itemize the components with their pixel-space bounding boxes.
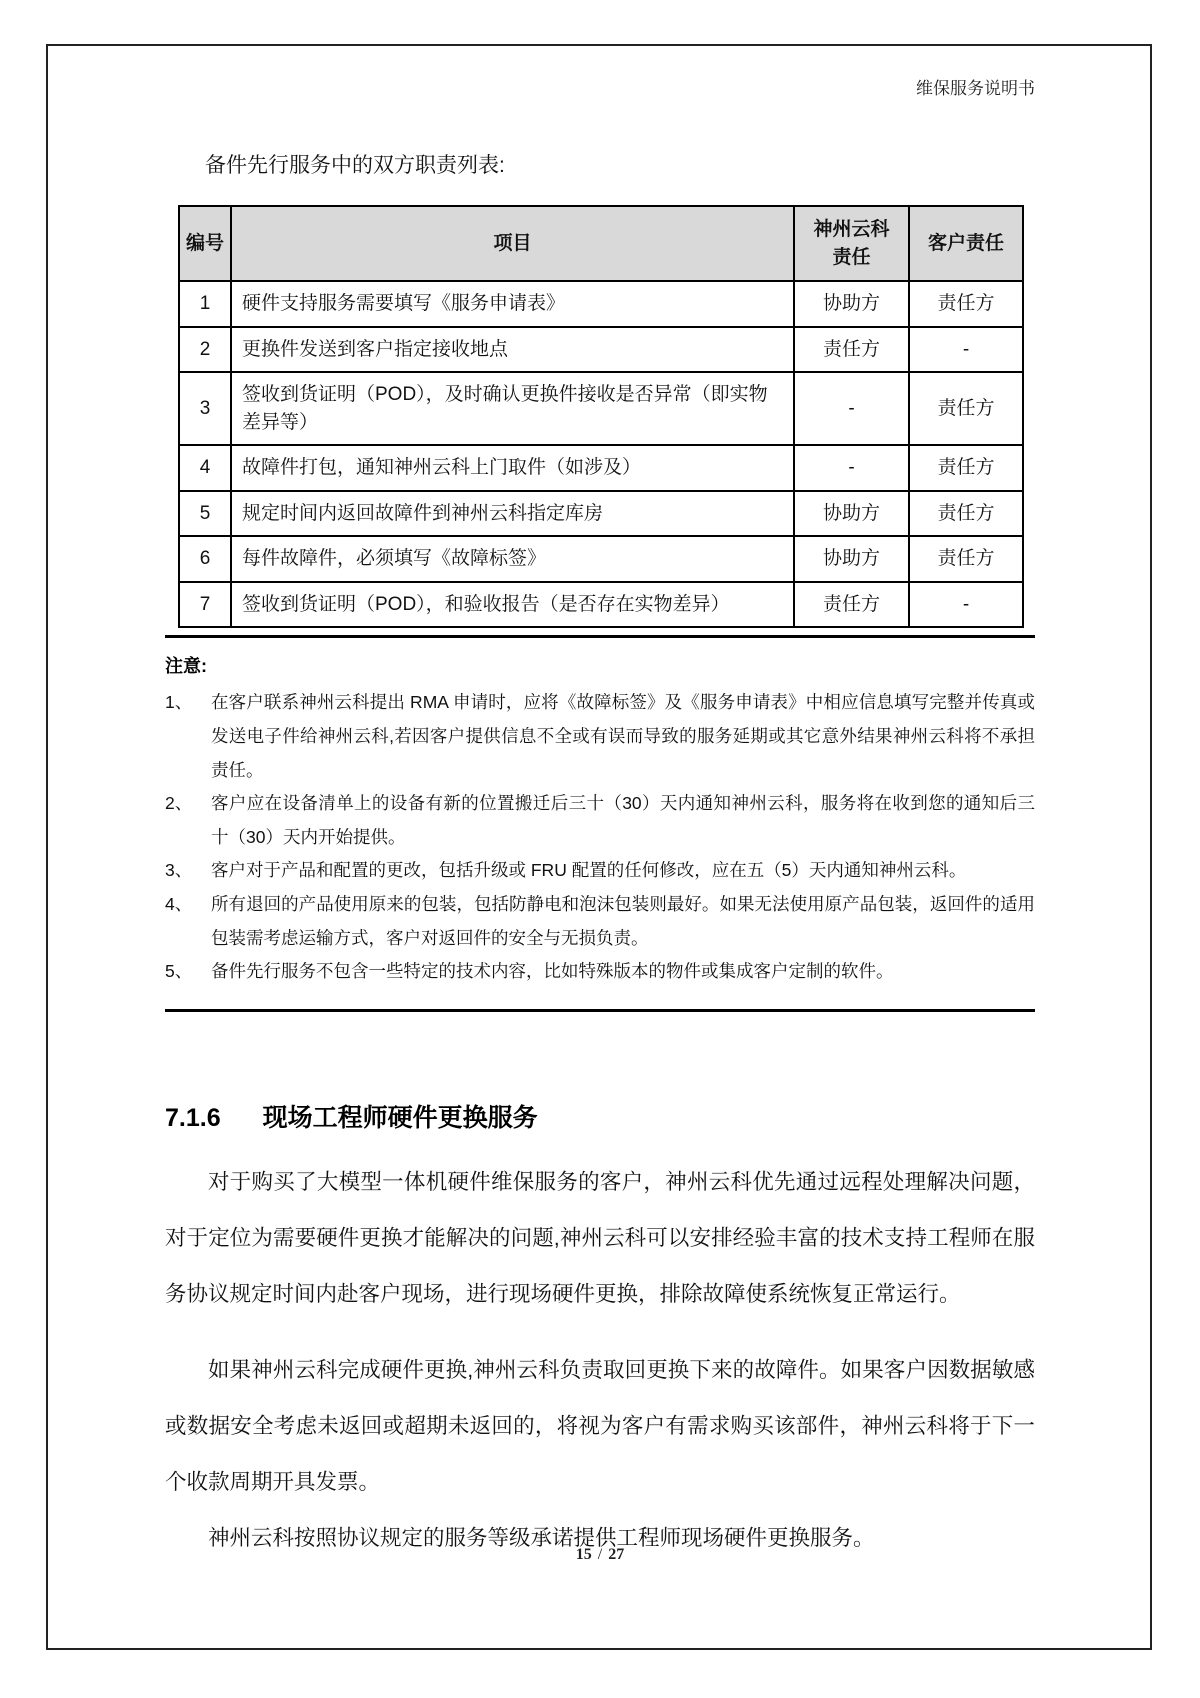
table-row xyxy=(179,281,1023,327)
note-item xyxy=(165,787,1035,854)
note-item xyxy=(165,955,1035,989)
note-text: 所有退回的产品使用原来的包装，包括防静电和泡沫包装则最好。如果无法使用原产品包装，返回件的适用包装需考虑运输方式，客户对返回件的安全与无损负责。 xyxy=(211,894,1035,948)
responsibility-table xyxy=(178,205,1024,628)
body-paragraph: 对于购买了大模型一体机硬件维保服务的客户，神州云科优先通过远程处理解决问题，对于定位为需要硬件更换才能解决的问题,神州云科可以安排经验丰富的技术支持工程师在服务协议规定时间内赴客户现场，进行现场硬件更换，排除故障使系统恢复正常运行。 xyxy=(165,1169,1035,1306)
resp-table-body xyxy=(179,281,1023,627)
table-row xyxy=(179,372,1023,445)
cell-number: 2 xyxy=(179,327,231,373)
cell-item-description: 签收到货证明（POD），和验收报告（是否存在实物差异） xyxy=(231,582,794,628)
note-number: 2、 xyxy=(165,793,193,814)
footer-page-number: 15 xyxy=(575,1546,592,1563)
cell-number: 3 xyxy=(179,372,231,445)
cell-customer-responsibility: 责任方 xyxy=(909,372,1023,445)
document-header-title: 维保服务说明书 xyxy=(916,79,1035,98)
cell-vendor-responsibility: 协助方 xyxy=(794,281,909,327)
table-row xyxy=(179,582,1023,628)
note-item xyxy=(165,888,1035,955)
header-customer-responsibility: 客户责任 xyxy=(909,206,1023,281)
cell-number: 5 xyxy=(179,491,231,537)
cell-customer-responsibility: 责任方 xyxy=(909,281,1023,327)
cell-item-description: 故障件打包，通知神州云科上门取件（如涉及） xyxy=(231,445,794,491)
cell-vendor-responsibility: 责任方 xyxy=(794,582,909,628)
cell-item-description: 更换件发送到客户指定接收地点 xyxy=(231,327,794,373)
section-title: 现场工程师硬件更换服务 xyxy=(262,1103,538,1132)
note-number: 4、 xyxy=(165,894,193,915)
section-heading xyxy=(165,1098,1035,1134)
cell-item-description: 硬件支持服务需要填写《服务申请表》 xyxy=(231,281,794,327)
cell-vendor-responsibility: - xyxy=(794,445,909,491)
cell-vendor-responsibility: 协助方 xyxy=(794,491,909,537)
note-text: 客户应在设备清单上的设备有新的位置搬迁后三十（30）天内通知神州云科，服务将在收到您的通知后三十（30）天内开始提供。 xyxy=(211,793,1035,847)
notes-list xyxy=(165,686,1035,988)
body-paragraph: 神州云科按照协议规定的服务等级承诺提供工程师现场硬件更换服务。 xyxy=(208,1526,875,1551)
note-text: 在客户联系神州云科提出 RMA 申请时，应将《故障标签》及《服务申请表》中相应信息填写完整并传真或发送电子件给神州云科,若因客户提供信息不全或有误而导致的服务延期或其它意外结果神州云科将不承担责任。 xyxy=(211,692,1035,780)
cell-customer-responsibility: - xyxy=(909,582,1023,628)
header-item: 项目 xyxy=(231,206,794,281)
cell-item-description: 规定时间内返回故障件到神州云科指定库房 xyxy=(231,491,794,537)
header-vendor-responsibility: 神州云科责任 xyxy=(794,206,909,281)
cell-customer-responsibility: 责任方 xyxy=(909,491,1023,537)
responsibility-table-header xyxy=(179,206,1023,281)
footer-separator: / xyxy=(597,1546,603,1563)
table-intro-text: 备件先行服务中的双方职责列表: xyxy=(205,154,505,177)
note-number: 1、 xyxy=(165,692,193,713)
note-item xyxy=(165,686,1035,787)
cell-number: 6 xyxy=(179,536,231,582)
cell-customer-responsibility: 责任方 xyxy=(909,445,1023,491)
section-number: 7.1.6 xyxy=(165,1103,221,1132)
cell-vendor-responsibility: 责任方 xyxy=(794,327,909,373)
footer-page-total: 27 xyxy=(608,1546,625,1563)
note-number: 5、 xyxy=(165,961,193,982)
cell-number: 7 xyxy=(179,582,231,628)
cell-number: 4 xyxy=(179,445,231,491)
horizontal-rule xyxy=(165,635,1035,638)
note-item xyxy=(165,854,1035,888)
note-text: 备件先行服务不包含一些特定的技术内容，比如特殊版本的物件或集成客户定制的软件。 xyxy=(211,961,894,982)
table-row xyxy=(179,445,1023,491)
table-row xyxy=(179,536,1023,582)
header-no: 编号 xyxy=(179,206,231,281)
cell-vendor-responsibility: - xyxy=(794,372,909,445)
cell-item-description: 每件故障件，必须填写《故障标签》 xyxy=(231,536,794,582)
cell-item-description: 签收到货证明（POD），及时确认更换件接收是否异常（即实物差异等） xyxy=(231,372,794,445)
cell-customer-responsibility: 责任方 xyxy=(909,536,1023,582)
cell-customer-responsibility: - xyxy=(909,327,1023,373)
table-row xyxy=(179,327,1023,373)
body-paragraphs xyxy=(165,1155,1035,1567)
table-row xyxy=(179,491,1023,537)
cell-vendor-responsibility: 协助方 xyxy=(794,536,909,582)
note-number: 3、 xyxy=(165,860,193,881)
notes-label: 注意: xyxy=(165,656,207,677)
page-footer xyxy=(0,1546,1200,1564)
cell-number: 1 xyxy=(179,281,231,327)
note-text: 客户对于产品和配置的更改，包括升级或 FRU 配置的任何修改，应在五（5）天内通知神州云科。 xyxy=(211,860,967,881)
body-paragraph: 如果神州云科完成硬件更换,神州云科负责取回更换下来的故障件。如果客户因数据敏感或数据安全考虑未返回或超期未返回的，将视为客户有需求购买该部件，神州云科将于下一个收款周期开具发票。 xyxy=(165,1358,1035,1495)
table-header-row xyxy=(179,206,1023,281)
page-content xyxy=(165,44,1035,1567)
horizontal-rule xyxy=(165,1009,1035,1012)
